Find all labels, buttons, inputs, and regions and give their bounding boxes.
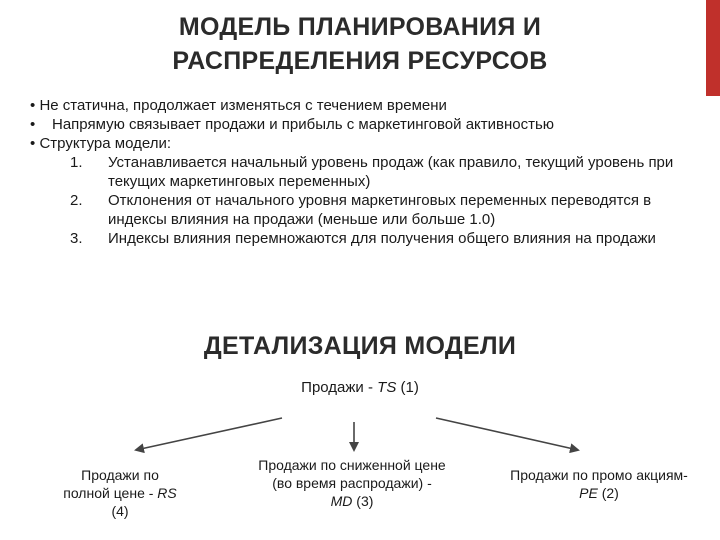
step-number: 2.: [70, 192, 83, 209]
node-code: TS: [377, 379, 397, 396]
node-code: PE: [579, 485, 598, 501]
node-regular-sales: [30, 466, 210, 520]
slide-title: [60, 10, 660, 78]
node-label: Продажи по: [81, 467, 159, 483]
bullet-marker: •: [30, 135, 36, 152]
list-item: [30, 191, 710, 229]
slide-body: [30, 96, 710, 248]
node-code: RS: [157, 485, 177, 501]
arrow-right: [436, 418, 578, 450]
node-number: (1): [396, 379, 419, 396]
bullet-structure: [30, 134, 710, 153]
node-number: (3): [352, 493, 374, 509]
title-line-2: РАСПРЕДЕЛЕНИЯ РЕСУРСОВ: [172, 47, 548, 75]
bullet-text: Напрямую связывает продажи и прибыль с маркетинговой активностью: [52, 116, 555, 133]
bullet-lead: Не статична: [39, 97, 125, 114]
step-number: 1.: [70, 154, 83, 171]
list-item: [30, 153, 710, 191]
bullet-text: :: [166, 135, 171, 152]
bullet-static: [30, 96, 710, 115]
arrow-left: [136, 418, 282, 450]
node-number: (2): [597, 485, 619, 501]
bullet-lead: Структура модели: [39, 135, 167, 152]
section-title: ДЕТАЛИЗАЦИЯ МОДЕЛИ: [203, 332, 517, 360]
node-promo-sales: [484, 466, 714, 502]
model-diagram: [0, 370, 720, 540]
node-code: MD: [330, 493, 353, 509]
step-text: Устанавливается начальный уровень продаж (как правило, текущий уровень при текущих маркетинговых переменных): [108, 154, 674, 190]
node-label: Продажи по промо акциям-: [510, 467, 688, 483]
node-total-sales: [250, 379, 470, 397]
node-number: (4): [111, 503, 129, 519]
bullet-text: , продолжает изменяться с течением времени: [124, 97, 447, 114]
bullet-marker: •: [30, 97, 36, 114]
node-label: (во время распродажи) -: [272, 475, 432, 491]
step-text: Индексы влияния перемножаются для получения общего влияния на продажи: [108, 230, 656, 247]
model-steps-list: [30, 153, 710, 248]
node-markdown-sales: [232, 456, 472, 510]
list-item: [30, 229, 710, 248]
bullet-link: [30, 115, 710, 134]
accent-bar: [706, 0, 720, 96]
step-text: Отклонения от начального уровня маркетинговых переменных переводятся в индексы влияния на продажи (меньше или больше 1.0): [108, 192, 652, 228]
node-label: полной цене -: [63, 485, 158, 501]
node-label: Продажи -: [301, 379, 378, 396]
bullet-marker: •: [30, 116, 36, 133]
node-label: Продажи по сниженной цене: [258, 457, 446, 473]
title-line-1: МОДЕЛЬ ПЛАНИРОВАНИЯ И: [178, 13, 542, 41]
step-number: 3.: [70, 230, 83, 247]
